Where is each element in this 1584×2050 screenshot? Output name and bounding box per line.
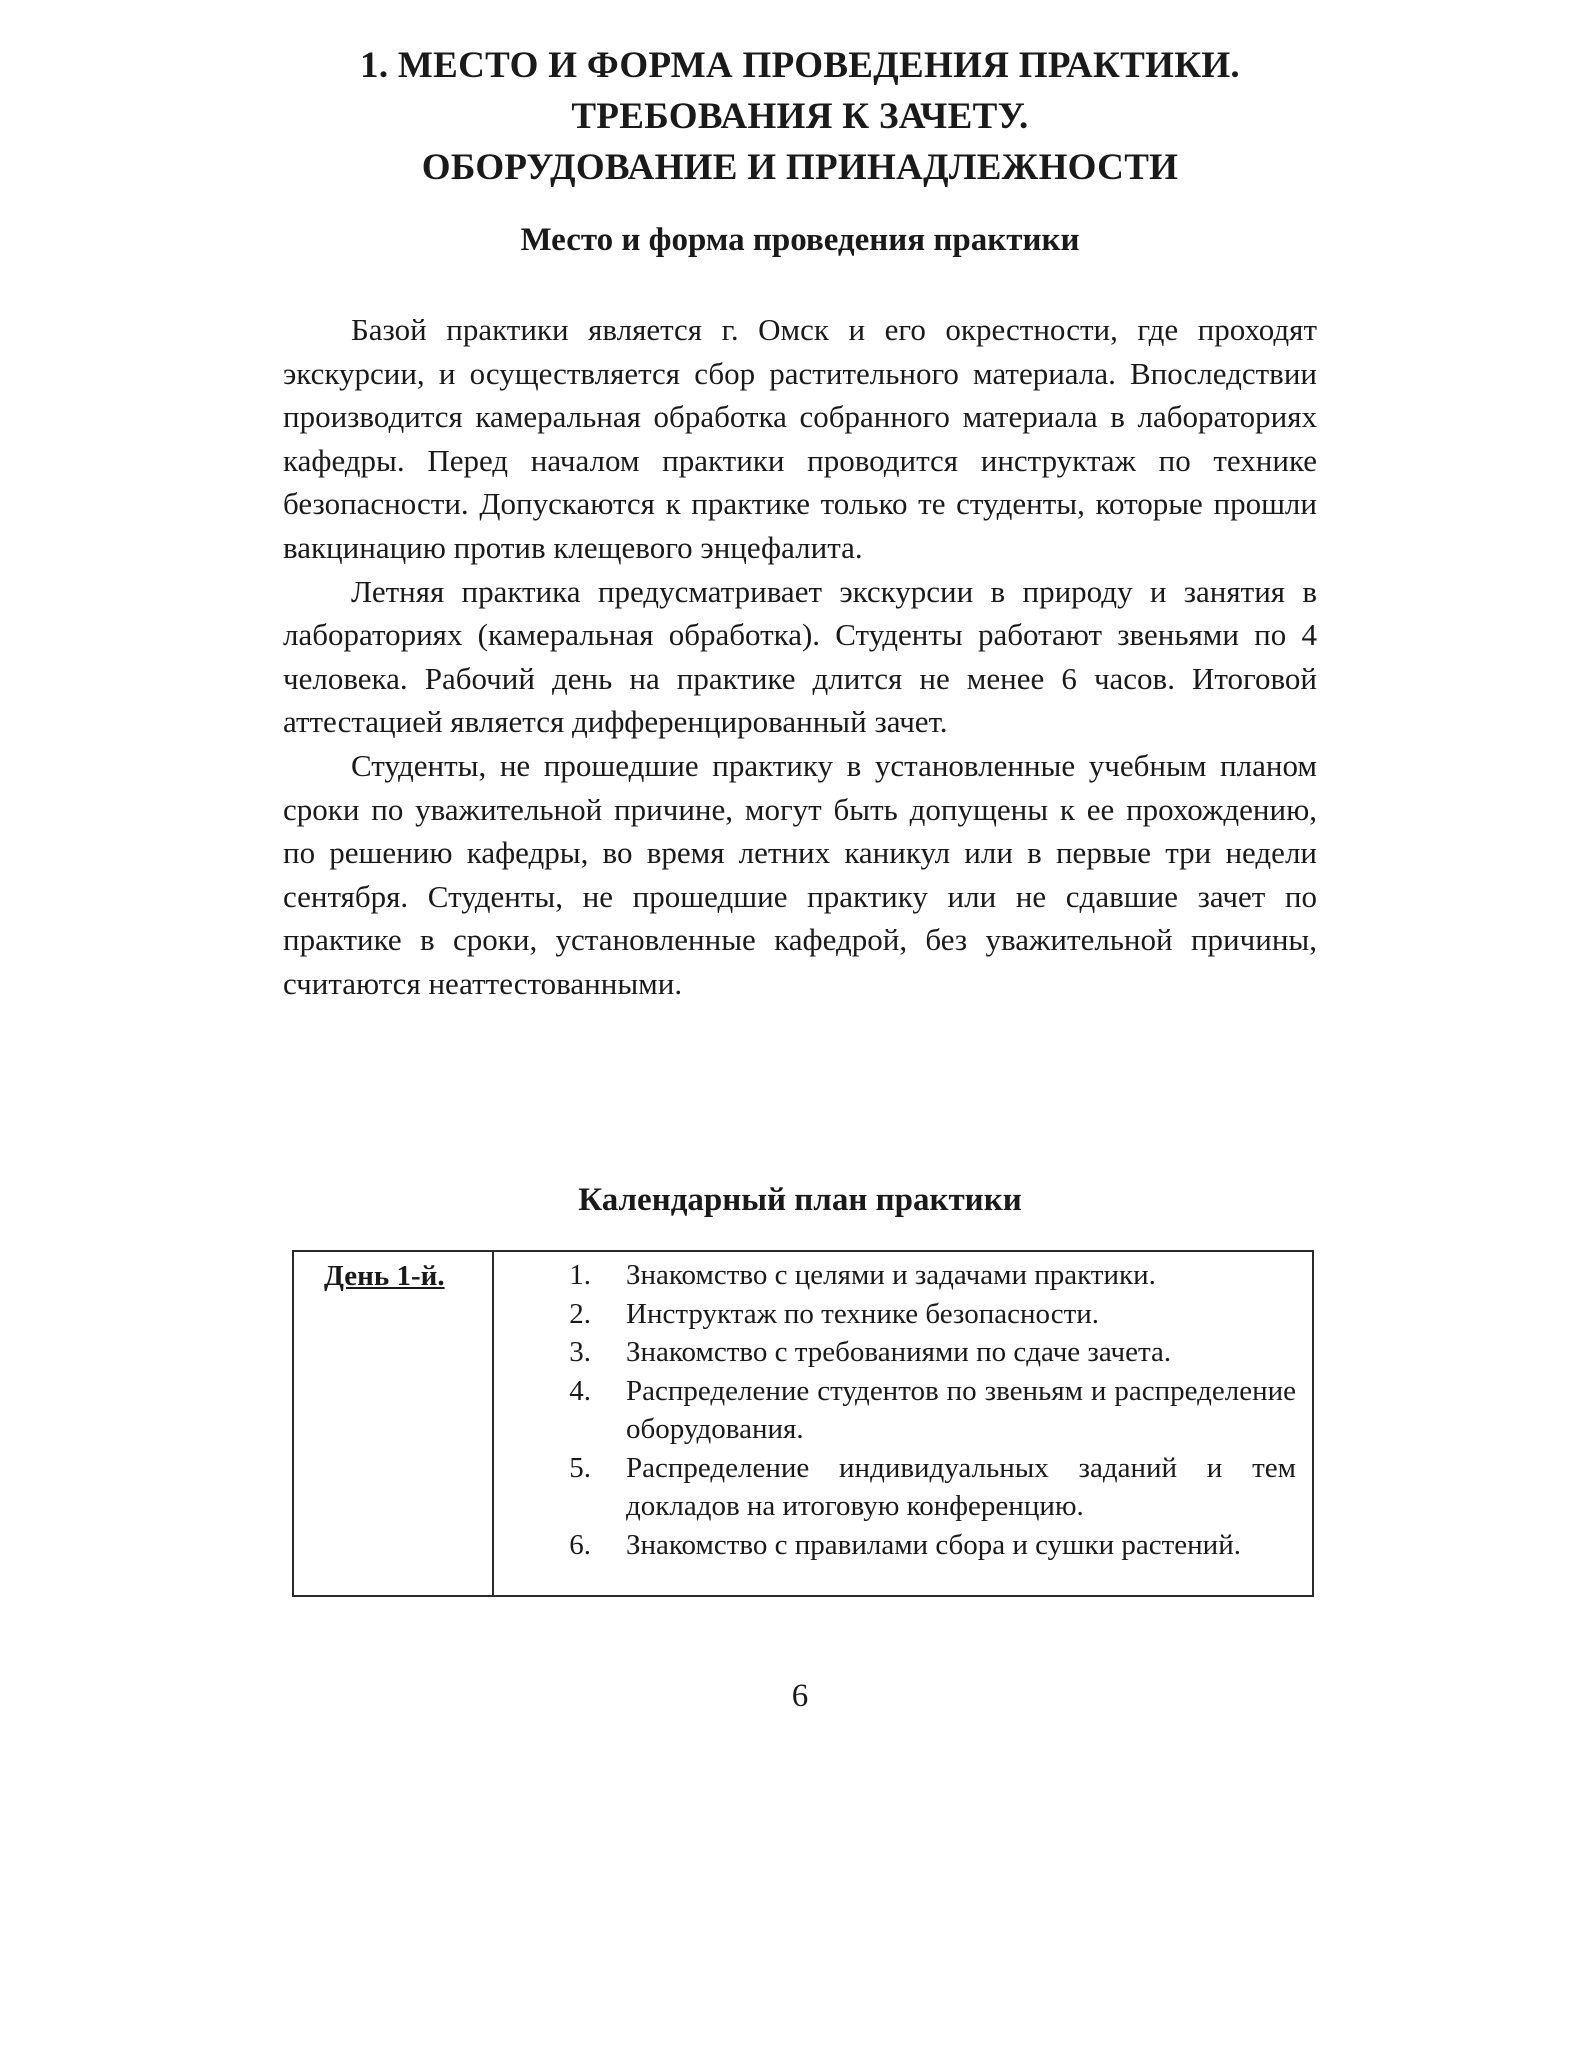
- task-text: Распределение индивидуальных заданий и тем докладов на итоговую конференцию.: [626, 1451, 1296, 1522]
- section-heading-place-and-form: Место и форма проведения практики: [520, 222, 1080, 258]
- task-item: [526, 1256, 1296, 1295]
- task-text: Распределение студентов по звеньям и распределение оборудования.: [626, 1374, 1296, 1445]
- task-number: 2.: [569, 1297, 591, 1330]
- task-item: [526, 1333, 1296, 1372]
- day-cell: [294, 1252, 494, 1595]
- task-item: [526, 1295, 1296, 1334]
- paragraph: Летняя практика предусматривает экскурсии в природу и занятия в лабораториях (камеральная обработка). Студенты работают звеньями по 4 человека. Рабочий день на практике длится не менее 6 часов. Итоговой аттестацией является дифференцированный зачет.: [283, 573, 1317, 740]
- chapter-title: [200, 40, 1400, 193]
- section-body: [283, 308, 1317, 1006]
- page-number: 6: [791, 1678, 809, 1714]
- task-list: [526, 1256, 1296, 1564]
- task-item: [526, 1526, 1296, 1565]
- task-number: 4.: [569, 1374, 591, 1407]
- paragraph: Базой практики является г. Омск и его окрестности, где проходят экскурсии, и осуществляется сбор растительного материала. Впоследствии производится камеральная обработка собранного материала в лабораториях кафедры. Перед началом практики проводится инструктаж по технике безопасности. Допускаются к практике только те студенты, которые прошли вакцинацию против клещевого энцефалита.: [283, 312, 1317, 565]
- paragraph: Студенты, не прошедшие практику в установленные учебным планом сроки по уважительной причине, могут быть допущены к ее прохождению, по решению кафедры, во время летних каникул или в первые три недели сентября. Студенты, не прошедшие практику или не сдавшие зачет по практике в сроки, установленные кафедрой, без уважительной причины, считаются неаттестованными.: [283, 747, 1317, 1001]
- chapter-title-line: ОБОРУДОВАНИЕ И ПРИНАДЛЕЖНОСТИ: [421, 147, 1179, 188]
- task-text: Знакомство с правилами сбора и сушки растений.: [626, 1528, 1241, 1561]
- task-text: Знакомство с целями и задачами практики.: [626, 1259, 1156, 1291]
- task-text: Инструктаж по технике безопасности.: [626, 1297, 1100, 1330]
- chapter-title-line: ТРЕБОВАНИЯ К ЗАЧЕТУ.: [571, 96, 1029, 137]
- day-label: День 1-й.: [324, 1260, 445, 1292]
- task-number: 5.: [569, 1451, 591, 1484]
- section-heading-calendar-plan: Календарный план практики: [578, 1182, 1022, 1218]
- task-item: [526, 1449, 1296, 1526]
- task-number: 1.: [569, 1259, 591, 1291]
- chapter-title-line: 1. МЕСТО И ФОРМА ПРОВЕДЕНИЯ ПРАКТИКИ.: [360, 45, 1240, 86]
- task-item: [526, 1372, 1296, 1449]
- task-number: 3.: [569, 1336, 591, 1368]
- task-number: 6.: [569, 1528, 591, 1561]
- calendar-plan-table: [292, 1250, 1314, 1597]
- task-text: Знакомство с требованиями по сдаче зачета.: [626, 1336, 1172, 1368]
